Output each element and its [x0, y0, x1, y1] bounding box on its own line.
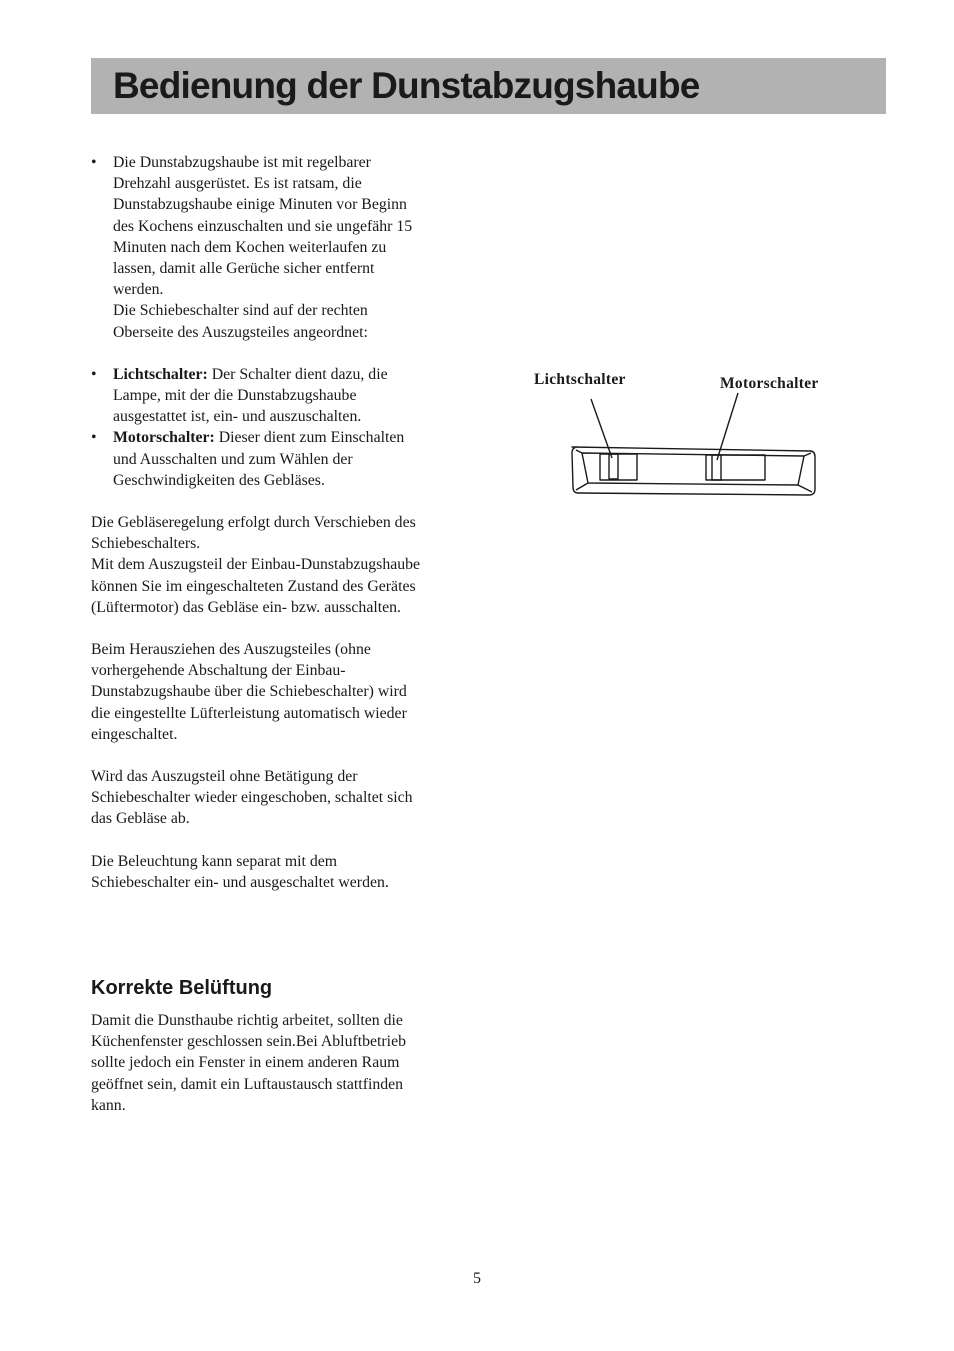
bullet-marker: • — [91, 154, 97, 171]
light-switch-term: Lichtschalter: — [113, 365, 208, 383]
light-switch-line: ausgestattet ist, ein- und auszuschalten. — [113, 408, 362, 426]
motor-switch-line: Geschwindigkeiten des Gebläses. — [113, 471, 325, 489]
intro-line: Drehzahl ausgerüstet. Es ist ratsam, die — [113, 175, 362, 193]
paragraph-line: Schiebeschalter ein- und ausgeschaltet werden. — [91, 873, 389, 891]
motor-switch-line: und Ausschalten und zum Wählen der — [113, 450, 353, 468]
page-title-bar — [91, 58, 886, 114]
ventilation-line: Damit die Dunsthaube richtig arbeitet, sollten die — [91, 1012, 403, 1029]
light-switch-pointer — [591, 399, 612, 458]
paragraph-pull-out — [91, 639, 463, 745]
paragraph-line: (Lüftermotor) das Gebläse ein- bzw. ausschalten. — [91, 598, 401, 616]
paragraph-line: Beim Herausziehen des Auszugsteiles (ohne — [91, 641, 371, 659]
motor-switch-bullet — [91, 427, 463, 491]
ventilation-heading: Korrekte Belüftung — [91, 977, 273, 999]
ventilation-line: sollte jedoch ein Fenster in einem anderen Raum — [91, 1054, 400, 1072]
intro-line: des Kochens einzuschalten und sie ungefähr 15 — [113, 217, 413, 235]
light-switch-line: Lampe, mit der die Dunstabzugshaube — [113, 387, 357, 405]
main-text-column — [91, 152, 463, 893]
intro-line: Minuten nach dem Kochen weiterlaufen zu — [113, 238, 387, 256]
paragraph-line: Mit dem Auszugsteil der Einbau-Dunstabzugshaube — [91, 556, 421, 574]
intro-bullet — [91, 152, 463, 343]
intro-line: lassen, damit alle Gerüche sicher entfernt — [113, 260, 375, 278]
motor-switch-label: Motorschalter — [720, 375, 819, 392]
paragraph-line: Die Gebläseregelung erfolgt durch Verschieben des — [91, 514, 416, 532]
paragraph-line: vorhergehende Abschaltung der Einbau- — [91, 662, 346, 680]
bullet-marker: • — [91, 429, 97, 447]
motor-switch-text: Dieser dient zum Einschalten — [214, 429, 405, 447]
motor-switch-slot — [706, 455, 765, 480]
paragraph-lighting — [91, 851, 463, 893]
paragraph-line: die eingestellte Lüfterleistung automatisch wieder — [91, 704, 407, 722]
paragraph-line: das Gebläse ab. — [91, 810, 190, 828]
intro-line: Oberseite des Auszugsteiles angeordnet: — [113, 323, 368, 341]
ventilation-line: kann. — [91, 1096, 126, 1114]
paragraph-line: Dunstabzugshaube über die Schiebeschalter) wird — [91, 683, 407, 701]
paragraph-line: Schiebeschalter wieder eingeschoben, schaltet sich — [91, 789, 413, 807]
page-title: Bedienung der Dunstabzugshaube — [113, 65, 700, 106]
paragraph-line: Wird das Auszugsteil ohne Betätigung der — [91, 768, 358, 786]
light-switch-label: Lichtschalter — [534, 371, 626, 388]
motor-switch-term: Motorschalter: — [113, 429, 215, 447]
switch-diagram — [530, 365, 850, 510]
intro-line: werden. — [113, 281, 164, 299]
switch-panel-drawing — [530, 365, 850, 510]
ventilation-line: Küchenfenster geschlossen sein.Bei Abluftbetrieb — [91, 1033, 406, 1051]
paragraph-line: eingeschaltet. — [91, 725, 178, 743]
light-switch-text: Der Schalter dient dazu, die — [207, 365, 388, 383]
light-switch-bullet — [91, 364, 463, 428]
intro-line: Dunstabzugshaube einige Minuten vor Beginn — [113, 196, 407, 214]
paragraph-line: Die Beleuchtung kann separat mit dem — [91, 852, 338, 870]
page-number: 5 — [473, 1270, 481, 1287]
intro-line: Die Schiebeschalter sind auf der rechten — [113, 302, 368, 320]
paragraph-fan-control — [91, 512, 463, 618]
bullet-marker: • — [91, 365, 97, 383]
ventilation-text — [91, 1010, 463, 1116]
paragraph-line: Schiebeschalters. — [91, 535, 201, 553]
motor-switch-knob — [712, 455, 721, 480]
intro-line: Die Dunstabzugshaube ist mit regelbarer — [113, 154, 371, 171]
light-switch-knob — [609, 454, 618, 479]
paragraph-push-in — [91, 766, 463, 830]
paragraph-line: können Sie im eingeschalteten Zustand des Gerätes — [91, 577, 416, 595]
ventilation-line: geöffnet sein, damit ein Luftaustausch stattfinden — [91, 1075, 404, 1093]
